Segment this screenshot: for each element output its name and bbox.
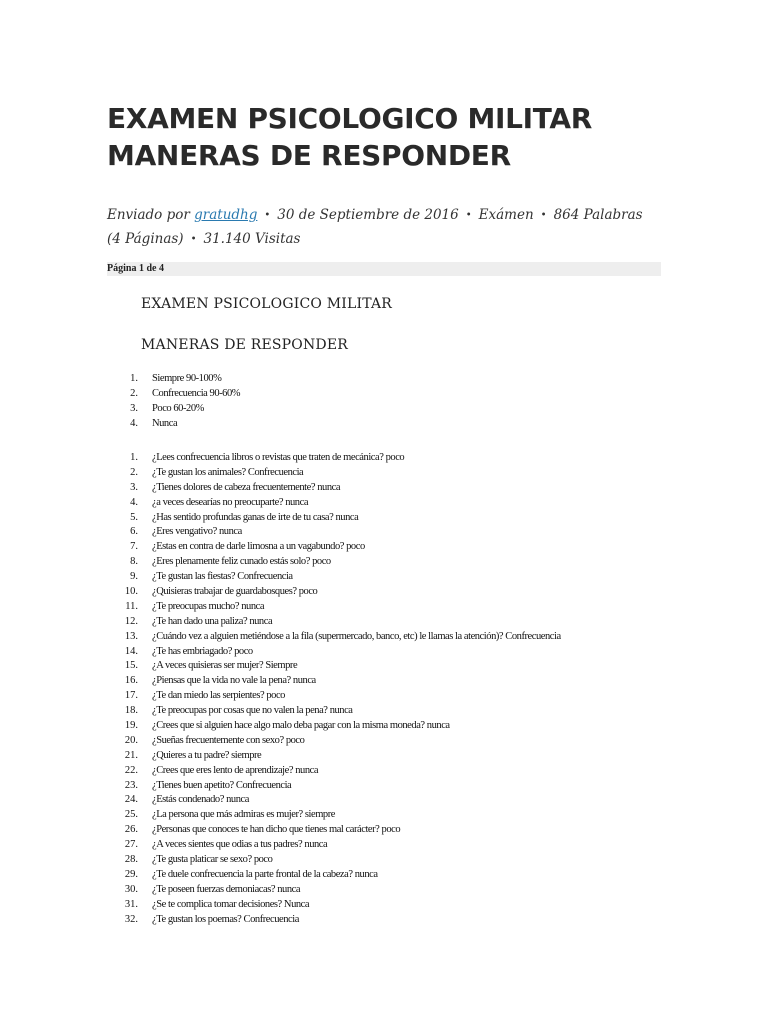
- list-text: ¿Te gustan las fiestas? Confrecuencia: [152, 571, 293, 583]
- list-number: 19.: [124, 720, 138, 732]
- list-number: 2.: [130, 387, 138, 399]
- list-number: 30.: [124, 883, 138, 895]
- list-number: 7.: [130, 541, 138, 553]
- list-text: ¿A veces sientes que odias a tus padres? nunca: [152, 839, 328, 851]
- separator-dot: •: [264, 210, 271, 221]
- list-text: ¿Cuándo vez a alguien metiéndose a la fila (supermercado, banco, etc) le llamas la atención)? Confrecuencia: [152, 630, 561, 642]
- list-text: ¿Te gustan los poemas? Confrecuencia: [152, 913, 299, 925]
- list-text: ¿Piensas que la vida no vale la pena? nunca: [152, 675, 316, 687]
- list-number: 26.: [124, 824, 138, 836]
- list-text: ¿Estás condenado? nunca: [152, 794, 249, 806]
- list-text: ¿Te has embriagado? poco: [152, 645, 253, 657]
- list-number: 3.: [130, 481, 138, 493]
- list-number: 13.: [124, 630, 138, 642]
- list-number: 9.: [130, 571, 138, 583]
- list-number: 22.: [124, 764, 138, 776]
- list-text: ¿Se te complica tomar decisiones? Nunca: [152, 898, 310, 910]
- separator-dot: •: [465, 210, 472, 221]
- list-number: 2.: [130, 466, 138, 478]
- list-text: ¿Tienes dolores de cabeza frecuentemente? nunca: [152, 481, 341, 493]
- category-label: Exámen: [478, 207, 534, 223]
- list-number: 14.: [124, 645, 138, 657]
- list-number: 1.: [130, 452, 138, 463]
- page-indicator: Página 1 de 4: [107, 263, 164, 274]
- list-text: ¿Te preocupas por cosas que no valen la pena? nunca: [152, 705, 353, 717]
- list-text: ¿Estas en contra de darle limosna a un vagabundo? poco: [152, 541, 365, 553]
- list-number: 31.: [124, 898, 138, 910]
- list-number: 16.: [124, 675, 138, 687]
- word-count: 864 Palabras (4 Páginas): [107, 207, 643, 247]
- list-text: ¿Personas que conoces te han dicho que tienes mal carácter? poco: [152, 824, 401, 836]
- list-text: Nunca: [152, 417, 178, 429]
- list-text: ¿Te poseen fuerzas demoniacas? nunca: [152, 883, 301, 895]
- list-text: ¿Eres vengativo? nunca: [152, 526, 242, 538]
- list-text: ¿La persona que más admiras es mujer? siempre: [152, 809, 335, 821]
- list-text: ¿Has sentido profundas ganas de irte de tu casa? nunca: [152, 511, 359, 523]
- list-number: 20.: [124, 734, 138, 746]
- list-number: 18.: [124, 705, 138, 717]
- list-text: ¿Te han dado una paliza? nunca: [152, 615, 273, 627]
- list-number: 23.: [124, 779, 138, 791]
- list-number: 11.: [125, 600, 138, 612]
- list-text: Confrecuencia 90-60%: [152, 387, 241, 399]
- list-text: ¿Te dan miedo las serpientes? poco: [152, 690, 285, 702]
- page-indicator-bar: [107, 262, 661, 276]
- list-number: 5.: [130, 511, 138, 523]
- document-meta: [107, 204, 647, 252]
- list-number: 24.: [124, 794, 138, 806]
- list-number: 21.: [124, 749, 138, 761]
- list-number: 1.: [130, 373, 138, 384]
- list-number: 12.: [124, 615, 138, 627]
- author-link[interactable]: gratudhg: [194, 207, 258, 223]
- sent-by-label: Enviado por: [107, 207, 190, 223]
- list-text: Poco 60-20%: [152, 402, 204, 414]
- list-text: ¿Te preocupas mucho? nunca: [152, 600, 265, 612]
- list-number: 27.: [124, 839, 138, 851]
- list-number: 4.: [130, 496, 138, 508]
- document-heading-1: EXAMEN PSICOLOGICO MILITAR: [141, 296, 393, 312]
- list-number: 8.: [130, 556, 138, 568]
- list-text: ¿Te gustan los animales? Confrecuencia: [152, 466, 304, 478]
- list-text: ¿Te gusta platicar se sexo? poco: [152, 854, 273, 866]
- list-number: 6.: [130, 526, 138, 538]
- list-number: 29.: [124, 868, 138, 880]
- list-number: 28.: [124, 854, 138, 866]
- list-text: ¿Te duele confrecuencia la parte frontal de la cabeza? nunca: [152, 868, 378, 880]
- list-text: ¿Eres plenamente feliz cunado estás solo? poco: [152, 556, 331, 568]
- list-text: ¿Quieres a tu padre? siempre: [152, 749, 262, 761]
- list-text: ¿A veces quisieras ser mujer? Siempre: [152, 660, 298, 672]
- list-number: 10.: [124, 586, 138, 598]
- list-text: ¿Sueñas frecuentemente con sexo? poco: [152, 734, 305, 746]
- list-text: ¿a veces desearías no preocuparte? nunca: [152, 496, 309, 508]
- publish-date: 30 de Septiembre de 2016: [277, 207, 459, 223]
- list-number: 4.: [130, 417, 138, 429]
- page-title: EXAMEN PSICOLOGICO MILITAR MANERAS DE RESPONDER: [107, 102, 593, 172]
- list-text: ¿Crees que si alguien hace algo malo deba pagar con la misma moneda? nunca: [152, 720, 450, 732]
- list-text: ¿Lees confrecuencia libros o revistas que traten de mecánica? poco: [152, 452, 405, 463]
- visit-count: 31.140 Visitas: [203, 231, 301, 247]
- separator-dot: •: [190, 234, 197, 245]
- list-text: ¿Crees que eres lento de aprendizaje? nunca: [152, 764, 319, 776]
- list-number: 3.: [130, 402, 138, 414]
- list-text: ¿Quisieras trabajar de guardabosques? poco: [152, 586, 318, 598]
- list-number: 15.: [124, 660, 138, 672]
- document-heading-2: MANERAS DE RESPONDER: [141, 337, 348, 353]
- list-text: ¿Tienes buen apetito? Confrecuencia: [152, 779, 292, 791]
- separator-dot: •: [540, 210, 547, 221]
- list-number: 17.: [124, 690, 138, 702]
- list-text: Siempre 90-100%: [152, 373, 222, 384]
- list-number: 32.: [124, 913, 138, 925]
- list-number: 25.: [124, 809, 138, 821]
